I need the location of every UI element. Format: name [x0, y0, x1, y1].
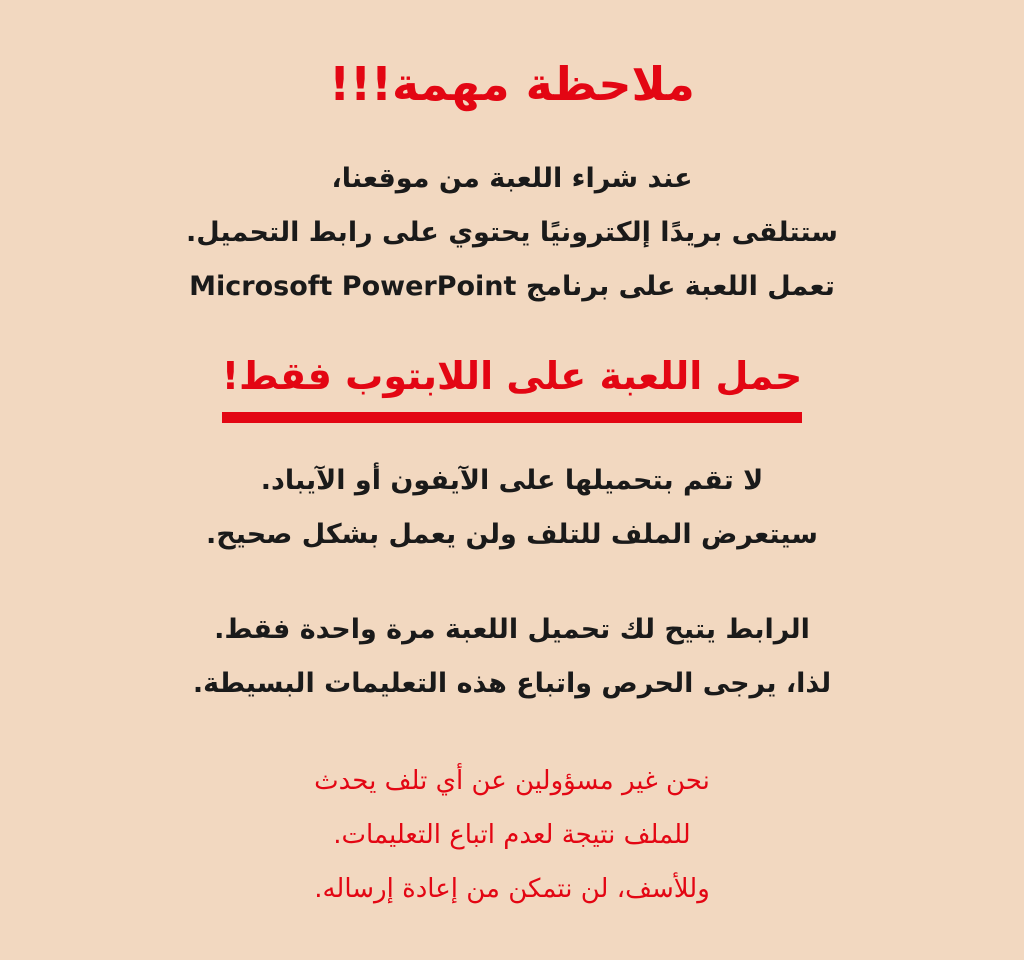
laptop-only-heading: حمل اللعبة على اللابتوب فقط!: [221, 354, 803, 398]
link-note-line: لذا، يرجى الحرص واتباع هذه التعليمات البسيطة.: [192, 668, 832, 699]
link-note-line: الرابط يتيح لك تحميل اللعبة مرة واحدة فقط.: [214, 614, 810, 645]
link-note-block: [0, 603, 1024, 711]
notice-title: ملاحظة مهمة!!!: [329, 57, 695, 111]
intro-block: [0, 152, 1024, 314]
device-warning-line: لا تقم بتحميلها على الآيفون أو الآيباد.: [260, 465, 764, 496]
disclaimer-block: [0, 754, 1024, 916]
disclaimer-line: نحن غير مسؤولين عن أي تلف يحدث: [314, 766, 710, 796]
heading-underline: [222, 412, 802, 423]
disclaimer-line: للملف نتيجة لعدم اتباع التعليمات.: [333, 820, 691, 850]
device-warning-line: سيتعرض الملف للتلف ولن يعمل بشكل صحيح.: [206, 519, 818, 550]
intro-line: ستتلقى بريدًا إلكترونيًا يحتوي على رابط التحميل.: [186, 217, 838, 248]
intro-line: تعمل اللعبة على برنامج Microsoft PowerPoint: [189, 271, 835, 302]
intro-line: عند شراء اللعبة من موقعنا،: [331, 163, 693, 194]
disclaimer-line: وللأسف، لن نتمكن من إعادة إرساله.: [314, 874, 710, 904]
device-warning-block: [0, 454, 1024, 562]
